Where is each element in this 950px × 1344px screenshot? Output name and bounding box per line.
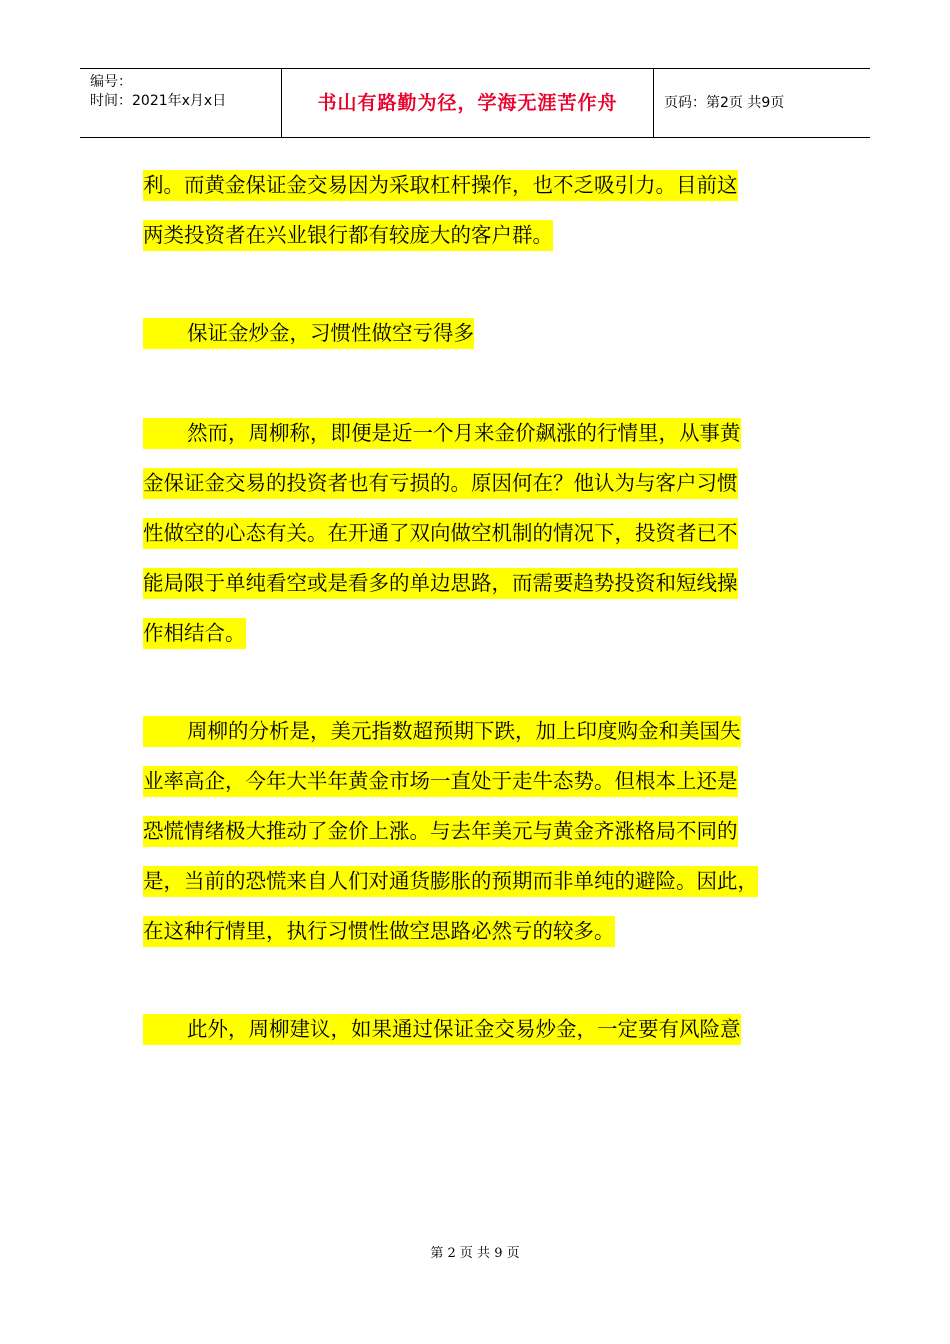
text-line: 在这种行情里，执行习惯性做空思路必然亏的较多。 (143, 906, 833, 956)
page-info: 页码：第2页 共9页 (664, 95, 785, 111)
text-line: 作相结合。 (143, 608, 833, 658)
paragraph-4 (143, 1004, 833, 1054)
header-motto-cell (281, 69, 654, 137)
text-line: 性做空的心态有关。在开通了双向做空机制的情况下，投资者已不 (143, 508, 833, 558)
page-footer: 第 2 页 共 9 页 (430, 1246, 520, 1261)
text-line: 是，当前的恐慌来自人们对通货膨胀的预期而非单纯的避险。因此， (143, 856, 833, 906)
document-header (80, 68, 870, 138)
date-label: 时间：2021年x月x日 (90, 93, 227, 109)
paragraph-3 (143, 706, 833, 956)
text-line: 金保证金交易的投资者也有亏损的。原因何在？他认为与客户习惯 (143, 458, 833, 508)
motto: 书山有路勤为径，学海无涯苦作舟 (317, 92, 618, 114)
text-line: 业率高企，今年大半年黄金市场一直处于走牛态势。但根本上还是 (143, 756, 833, 806)
text-line: 此外，周柳建议，如果通过保证金交易炒金，一定要有风险意 (143, 1004, 833, 1054)
text-line: 然而，周柳称，即便是近一个月来金价飙涨的行情里，从事黄 (143, 408, 833, 458)
text-line: 能局限于单纯看空或是看多的单边思路，而需要趋势投资和短线操 (143, 558, 833, 608)
paragraph-2 (143, 408, 833, 658)
header-page-cell (654, 69, 870, 137)
text-line: 周柳的分析是，美元指数超预期下跌，加上印度购金和美国失 (143, 706, 833, 756)
number-label: 编号： (90, 74, 132, 90)
paragraph-1 (143, 160, 833, 260)
text-line: 保证金炒金，习惯性做空亏得多 (143, 308, 833, 358)
header-meta-cell (80, 69, 281, 137)
text-line: 利。而黄金保证金交易因为采取杠杆操作，也不乏吸引力。目前这 (143, 160, 833, 210)
section-heading (143, 308, 833, 358)
text-line: 恐慌情绪极大推动了金价上涨。与去年美元与黄金齐涨格局不同的 (143, 806, 833, 856)
text-line: 两类投资者在兴业银行都有较庞大的客户群。 (143, 210, 833, 260)
